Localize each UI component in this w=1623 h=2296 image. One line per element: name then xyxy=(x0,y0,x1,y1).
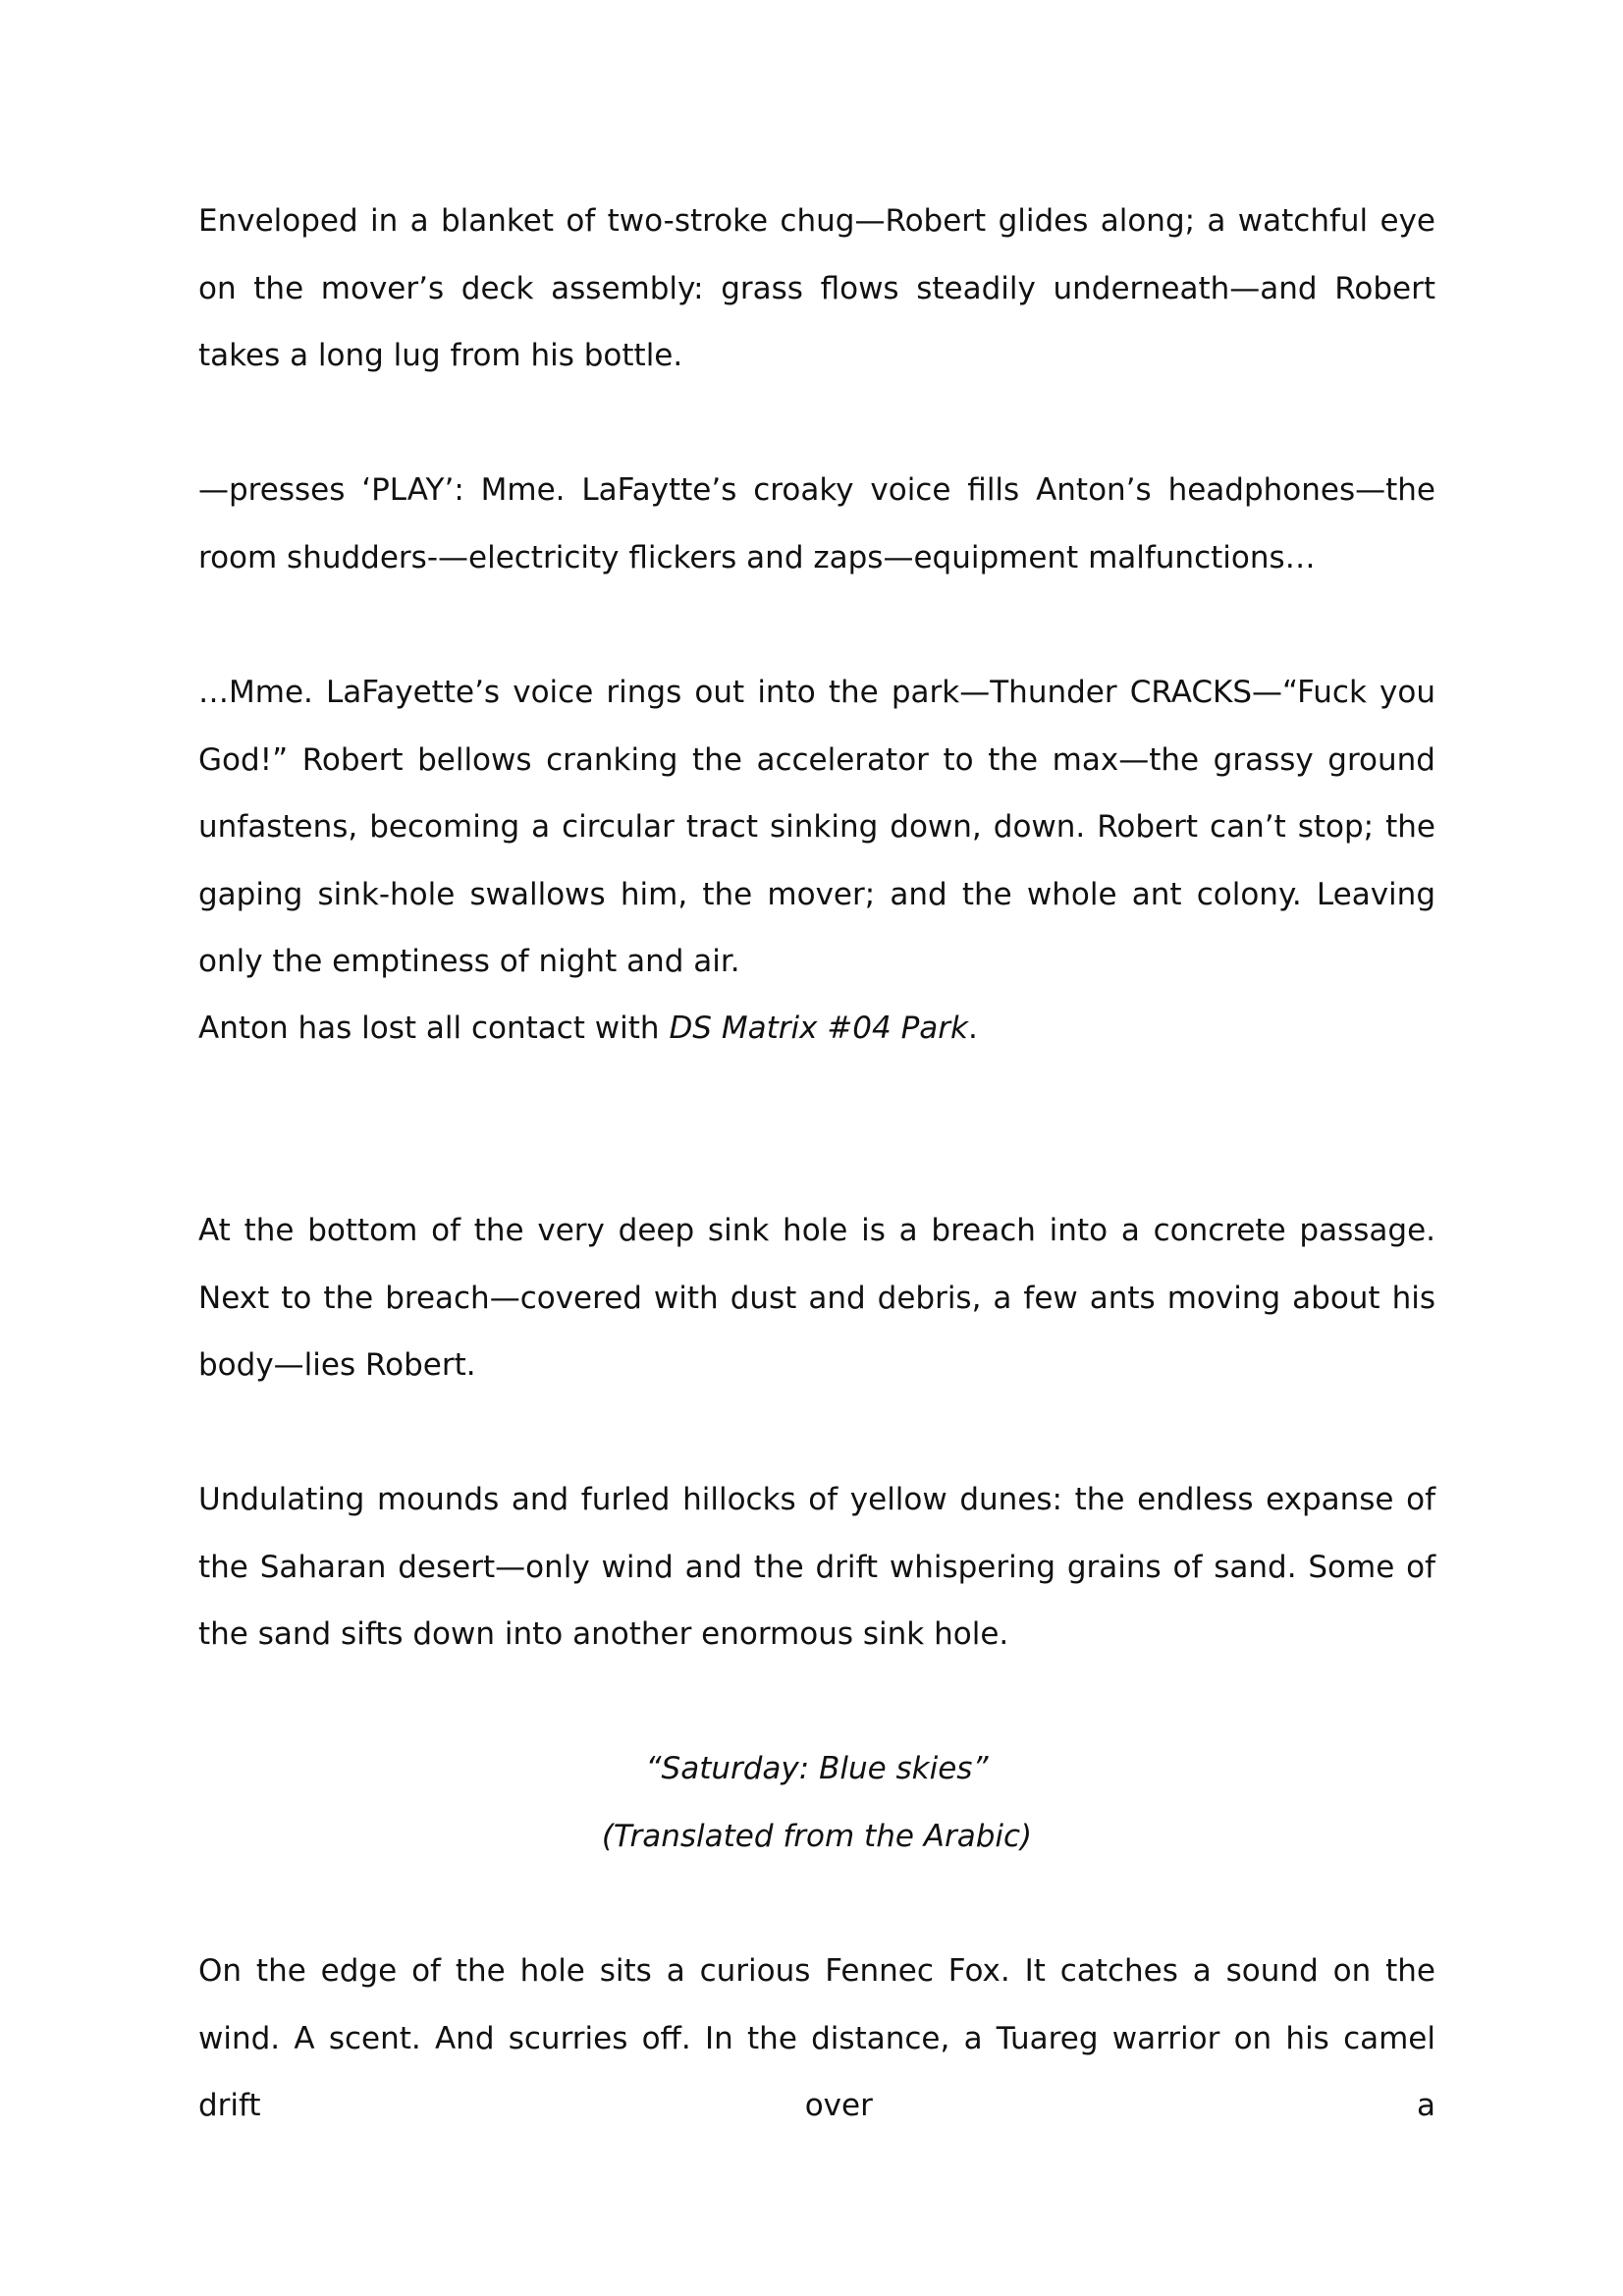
paragraph-sahara xyxy=(198,1466,1435,1668)
paragraph-press-play xyxy=(198,457,1435,591)
paragraph-text: …Mme. LaFayette’s voice rings out into the park—Thunder CRACKS—“Fuck you God!” Robert bellows cranking the accelerator to the max—the grassy ground unfastens, becoming a circular tract sinking down, down. Robert can’t stop; the gaping sink-hole swallows him, the mover; and the whole ant colony. Leaving only the emptiness of night and air. xyxy=(198,675,1435,979)
paragraph-text: Enveloped in a blanket of two-stroke chug—Robert glides along; a watchful eye on the mover’s deck assembly: grass flows steadily underneath—and Robert takes a long lug from his bottle. xyxy=(198,203,1435,373)
text-run: . xyxy=(967,1011,978,1046)
paragraph-lost-contact xyxy=(198,995,1435,1063)
section-heading xyxy=(198,1735,1435,1870)
paragraph-fennec-fox xyxy=(198,1938,1435,2140)
paragraph-text: At the bottom of the very deep sink hole is a breach into a concrete passage. Next to the breach—covered with dust and debris, a few ants moving about his body—lies Robert. xyxy=(198,1213,1435,1383)
paragraph-breach xyxy=(198,1197,1435,1399)
heading-subtitle: (Translated from the Arabic) xyxy=(601,1818,1033,1854)
italic-location-name: DS Matrix #04 Park xyxy=(669,1011,968,1046)
text-run: Anton has lost all contact with xyxy=(198,1011,670,1046)
heading-title: “Saturday: Blue skies” xyxy=(645,1751,989,1786)
paragraph-mower-glide xyxy=(198,188,1435,390)
paragraph-text: —presses ‘PLAY’: Mme. LaFaytte’s croaky voice fills Anton’s headphones—the room shudders-—electricity flickers and zaps—equipment malfunctions… xyxy=(198,472,1435,575)
paragraph-text xyxy=(198,995,1435,1063)
paragraph-text: Undulating mounds and furled hillocks of yellow dunes: the endless expanse of the Saharan desert—only wind and the drift whispering grains of sand. Some of the sand sifts down into another enormous sink hole. xyxy=(198,1482,1435,1652)
paragraph-text: On the edge of the hole sits a curious Fennec Fox. It catches a sound on the wind. A scent. And scurries off. In the distance, a Tuareg warrior on his camel drift over a xyxy=(198,1953,1435,2123)
paragraph-sinkhole xyxy=(198,659,1435,996)
